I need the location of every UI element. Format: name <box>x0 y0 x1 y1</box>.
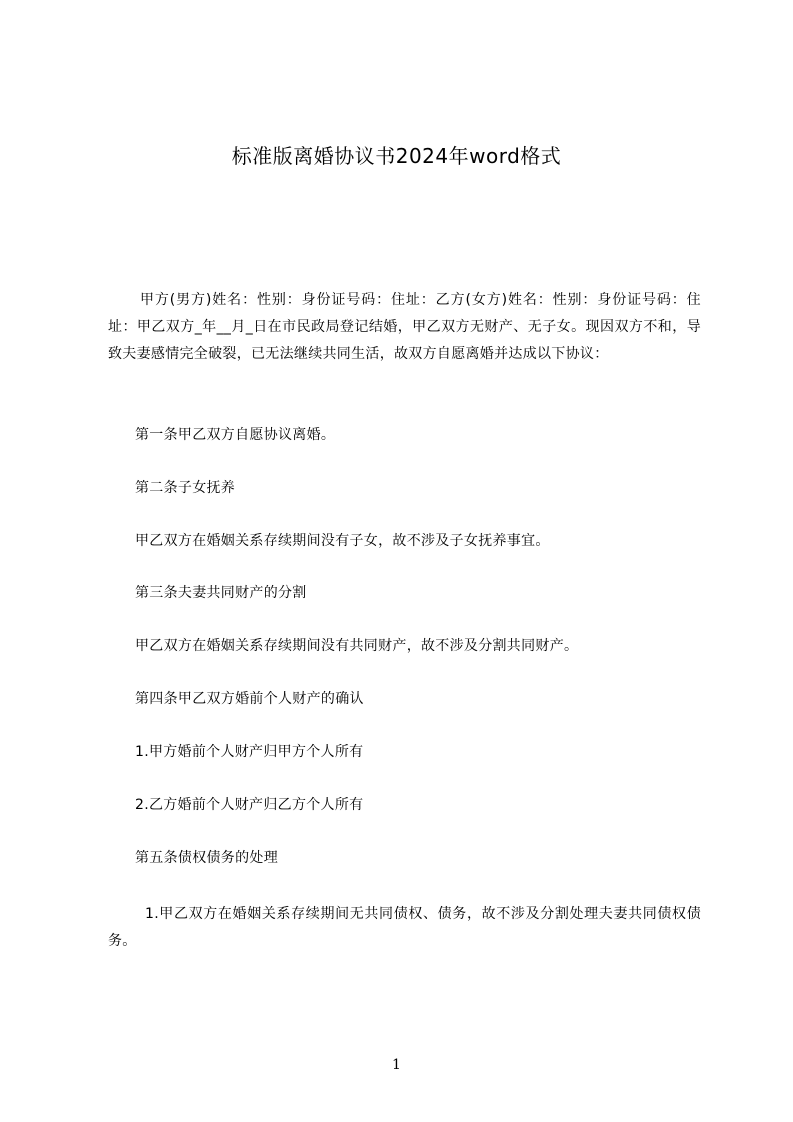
clause-3-text: 甲乙双方在婚姻关系存续期间没有共同财产，故不涉及分割共同财产。 <box>135 638 579 654</box>
clause-5-heading: 第五条债权债务的处理 <box>135 850 278 866</box>
clause-4-item-2: 2.乙方婚前个人财产归乙方个人所有 <box>135 797 364 813</box>
clause-1: 第一条甲乙双方自愿协议离婚。 <box>135 427 336 443</box>
clause-3-heading: 第三条夫妻共同财产的分割 <box>135 585 307 601</box>
page-number: 1 <box>392 1057 401 1073</box>
clause-4-heading: 第四条甲乙双方婚前个人财产的确认 <box>135 691 364 707</box>
clause-2-text: 甲乙双方在婚姻关系存续期间没有子女，故不涉及子女抚养事宜。 <box>135 533 550 549</box>
document-title: 标准版离婚协议书2024年word格式 <box>231 144 562 168</box>
debt-clause-paragraph: 1.甲乙双方在婚姻关系存续期间无共同债权、债务，故不涉及分割处理夫妻共同债权债务。 <box>108 906 701 949</box>
clause-2-heading: 第二条子女抚养 <box>135 480 236 496</box>
intro-paragraph: 甲方(男方)姓名：性别：身份证号码：住址：乙方(女方)姓名：性别：身份证号码：住址：甲乙双方_年__月_日在市民政局登记结婚，甲乙双方无财产、无子女。现因双方不和，导致夫妻感情完全破裂，已无法继续共同生活，故双方自愿离婚并达成以下协议： <box>108 292 701 362</box>
clause-4-item-1: 1.甲方婚前个人财产归甲方个人所有 <box>135 744 364 760</box>
